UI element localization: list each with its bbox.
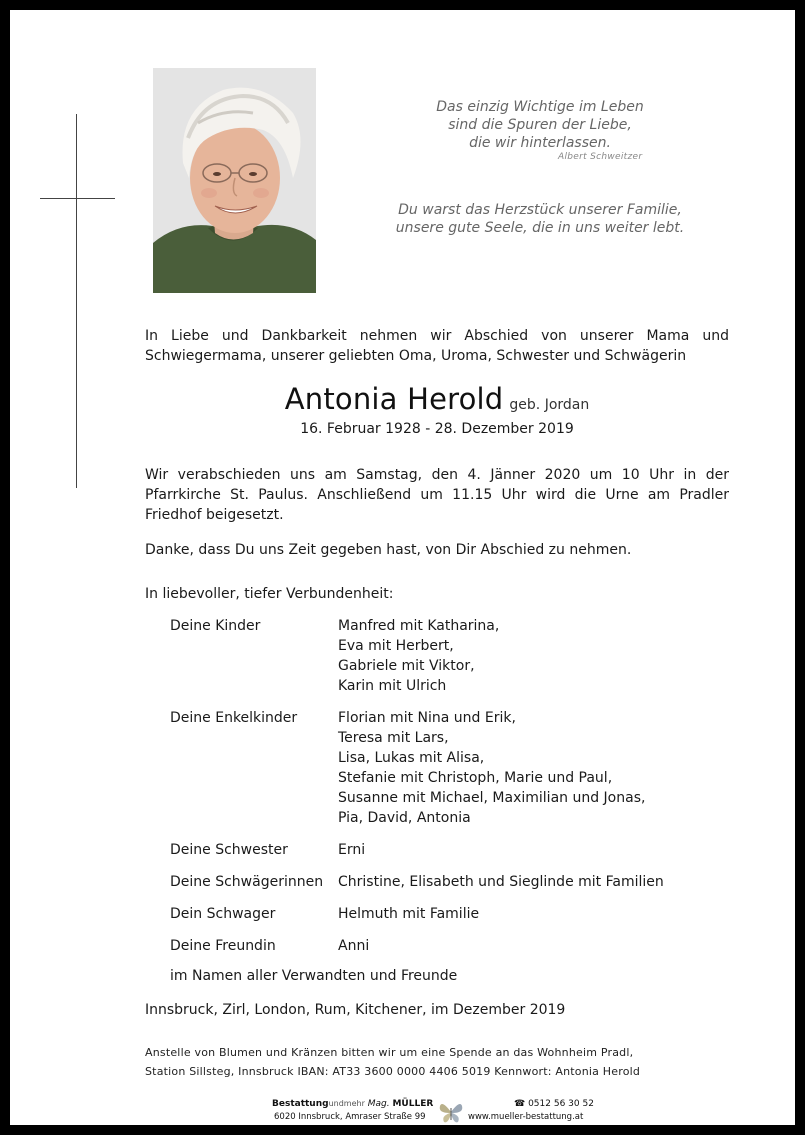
phone-number: 0512 56 30 52: [528, 1099, 594, 1109]
family-relation: Deine Kinder: [170, 618, 261, 634]
deceased-name-line: [145, 382, 729, 416]
intro-line2: Schwiegermama, unserer geliebten Oma, Uroma, Schwester und Schwägerin: [145, 348, 687, 364]
quote-family: [370, 201, 710, 237]
family-group-enkelkinder: [170, 708, 730, 828]
family-member: Christine, Elisabeth und Sieglinde mit Familien: [338, 874, 664, 890]
deceased-maiden-name: geb. Jordan: [509, 397, 590, 413]
quote2-line2: unsere gute Seele, die in uns weiter lebt.: [395, 220, 685, 236]
closing-text: In liebevoller, tiefer Verbundenheit:: [145, 586, 394, 602]
funeral-home-phone[interactable]: [514, 1099, 594, 1109]
funeral-line2: Pfarrkirche St. Paulus. Anschließend um 11.15 Uhr wird die Urne am Pradler: [145, 487, 729, 503]
intro-paragraph: [145, 326, 729, 366]
funeral-home-footer: [272, 1099, 592, 1127]
brand-part2: undmehr: [328, 1099, 365, 1108]
relatives-line: im Namen aller Verwandten und Freunde: [170, 968, 458, 984]
family-member: Lisa, Lukas mit Alisa,: [338, 750, 485, 766]
family-member: Manfred mit Katharina,: [338, 618, 500, 634]
family-relation: Deine Schwester: [170, 842, 288, 858]
life-dates: 16. Februar 1928 - 28. Dezember 2019: [300, 421, 574, 437]
quote1-author: Albert Schweitzer: [558, 152, 643, 162]
family-member: Anni: [338, 938, 370, 954]
family-relation: Deine Enkelkinder: [170, 710, 298, 726]
family-member: Helmuth mit Familie: [338, 906, 480, 922]
family-relation: Deine Freundin: [170, 938, 276, 954]
telephone-icon: ☎: [514, 1099, 529, 1109]
family-members: [338, 840, 730, 860]
quote2-line1: Du warst das Herzstück unserer Familie,: [398, 202, 682, 218]
place-date-line: Innsbruck, Zirl, London, Rum, Kitchener, im Dezember 2019: [145, 1002, 566, 1018]
funeral-line1: Wir verabschieden uns am Samstag, den 4. Jänner 2020 um 10 Uhr in der: [145, 467, 729, 483]
cross-vertical-bar: [76, 114, 77, 488]
family-members: [338, 708, 730, 828]
brand-part4: MÜLLER: [392, 1099, 434, 1109]
obituary-page: [10, 10, 795, 1125]
thanks-text: Danke, dass Du uns Zeit gegeben hast, von Dir Abschied zu nehmen.: [145, 542, 632, 558]
family-members: [338, 872, 730, 892]
family-member: Eva mit Herbert,: [338, 638, 454, 654]
funeral-home-brand: [272, 1099, 433, 1109]
donation-line2: Station Sillsteg, Innsbruck IBAN: AT33 3600 0000 4406 5019 Kennwort: Antonia Herold: [145, 1065, 641, 1078]
family-relation: Dein Schwager: [170, 906, 276, 922]
family-member: Susanne mit Michael, Maximilian und Jonas,: [338, 790, 646, 806]
funeral-line3: Friedhof beigesetzt.: [145, 507, 284, 523]
family-member: Teresa mit Lars,: [338, 730, 449, 746]
family-member: Pia, David, Antonia: [338, 810, 471, 826]
family-relation: Deine Schwägerinnen: [170, 874, 324, 890]
quote1-line3: die wir hinterlassen.: [469, 135, 611, 151]
intro-line1: In Liebe und Dankbarkeit nehmen wir Abschied von unserer Mama und: [145, 328, 729, 344]
donation-note: [145, 1043, 729, 1081]
family-members: [338, 616, 730, 696]
family-group-schwester: [170, 840, 730, 860]
family-member: Gabriele mit Viktor,: [338, 658, 475, 674]
quote1-line2: sind die Spuren der Liebe,: [448, 117, 632, 133]
portrait-photo: [153, 68, 316, 293]
quote-schweitzer: [380, 98, 700, 152]
butterfly-logo-icon: [438, 1100, 464, 1127]
brand-part3: Mag.: [367, 1099, 390, 1109]
family-member: Karin mit Ulrich: [338, 678, 447, 694]
funeral-home-address: 6020 Innsbruck, Amraser Straße 99: [274, 1112, 426, 1122]
family-member: Stefanie mit Christoph, Marie und Paul,: [338, 770, 613, 786]
family-group-kinder: [170, 616, 730, 696]
deceased-name: Antonia Herold: [284, 382, 504, 416]
family-member: Florian mit Nina und Erik,: [338, 710, 516, 726]
family-group-freundin: [170, 936, 730, 956]
funeral-home-website[interactable]: www.mueller-bestattung.at: [468, 1112, 584, 1122]
family-members: [338, 904, 730, 924]
funeral-paragraph: [145, 465, 729, 525]
family-group-schwager: [170, 904, 730, 924]
family-member: Erni: [338, 842, 366, 858]
quote1-line1: Das einzig Wichtige im Leben: [436, 99, 644, 115]
donation-line1: Anstelle von Blumen und Kränzen bitten wir um eine Spende an das Wohnheim Pradl,: [145, 1046, 634, 1059]
family-members: [338, 936, 730, 956]
brand-part1: Bestattung: [272, 1099, 329, 1109]
cross-horizontal-bar: [40, 198, 115, 199]
family-group-schwaegerinnen: [170, 872, 730, 892]
